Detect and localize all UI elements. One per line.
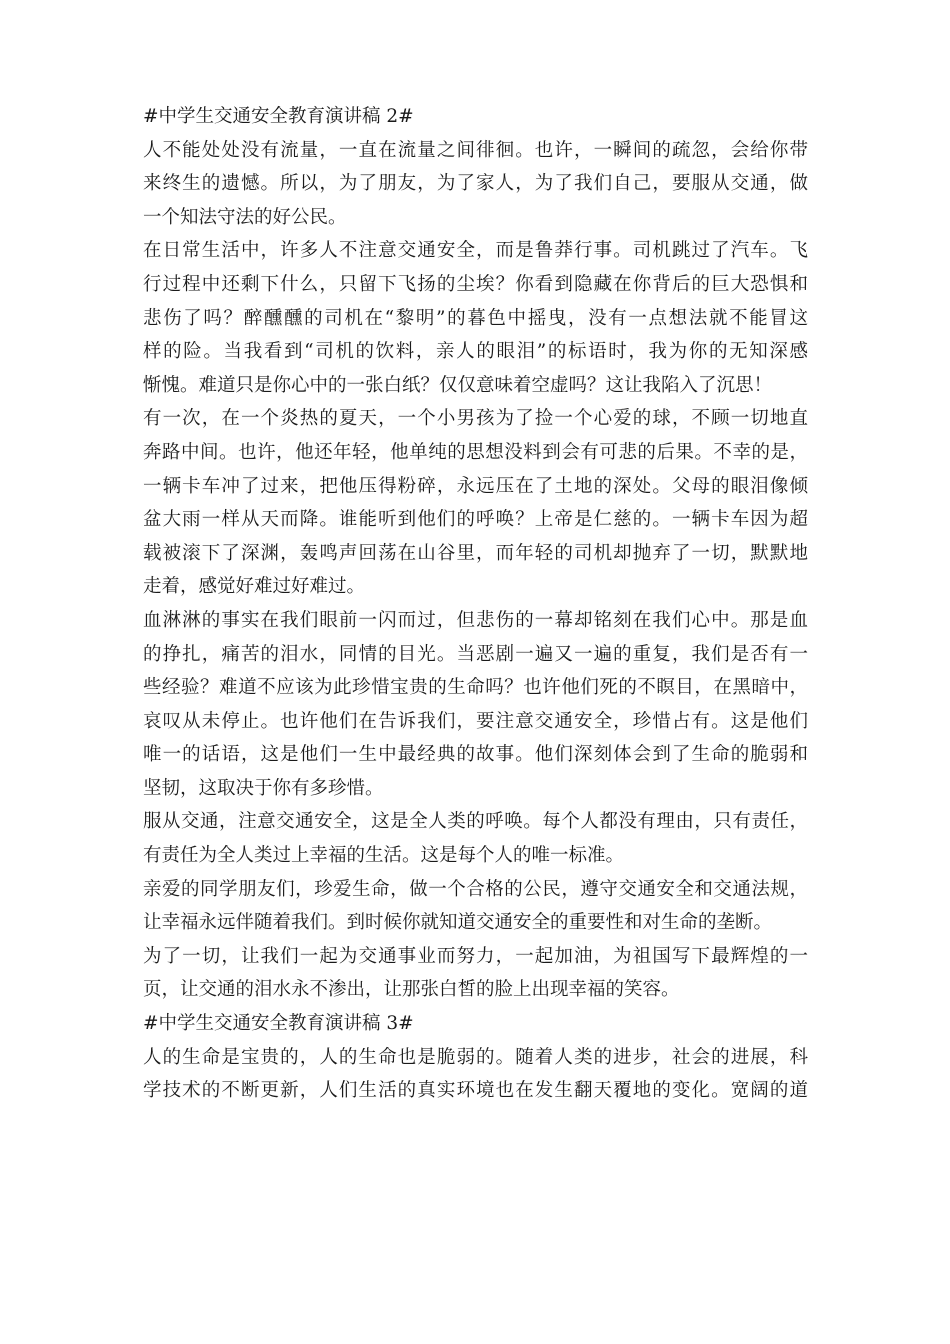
speech-heading: #中学生交通安全教育演讲稿 3# [143,1013,414,1035]
paragraph-line: 一个知法守法的好公民。 [143,206,347,228]
paragraph-line: 为了一切，让我们一起为交通事业而努力，一起加油，为祖国写下最辉煌的一 [143,945,808,967]
paragraph-line: 样的险。当我看到“司机的饮料，亲人的眼泪”的标语时，我为你的无知深感 [143,341,808,363]
paragraph-line: 血淋淋的事实在我们眼前一闪而过，但悲伤的一幕却铭刻在我们心中。那是血 [143,609,808,631]
paragraph-line: 让幸福永远伴随着我们。到时候你就知道交通安全的重要性和对生命的垄断。 [143,912,773,934]
document-body [143,100,808,1108]
paragraph-line: 页，让交通的泪水永不渗出，让那张白皙的脸上出现幸福的笑容。 [143,979,680,1001]
paragraph-line: 人的生命是宝贵的，人的生命也是脆弱的。随着人类的进步，社会的进展，科 [143,1046,808,1068]
paragraph-line: 一辆卡车冲了过来，把他压得粉碎，永远压在了土地的深处。父母的眼泪像倾 [143,475,808,497]
paragraph-line: 来终生的遗憾。所以，为了朋友，为了家人，为了我们自己，要服从交通，做 [143,173,808,195]
paragraph-line: 哀叹从未停止。也许他们在告诉我们，要注意交通安全，珍惜占有。这是他们 [143,710,808,732]
paragraph-line: 惭愧。难道只是你心中的一张白纸？仅仅意味着空虚吗？这让我陷入了沉思！ [143,374,773,396]
paragraph-line: 有一次，在一个炎热的夏天，一个小男孩为了捡一个心爱的球，不顾一切地直 [143,408,808,430]
paragraph-line: 奔路中间。也许，他还年轻，他单纯的思想没料到会有可悲的后果。不幸的是， [143,441,808,463]
paragraph-line: 唯一的话语，这是他们一生中最经典的故事。他们深刻体会到了生命的脆弱和 [143,744,808,766]
paragraph-line: 行过程中还剩下什么，只留下飞扬的尘埃？你看到隐藏在你背后的巨大恐惧和 [143,273,808,295]
paragraph-line: 服从交通，注意交通安全，这是全人类的呼唤。每个人都没有理由，只有责任， [143,811,808,833]
paragraph-line: 的挣扎，痛苦的泪水，同情的目光。当恶剧一遍又一遍的重复，我们是否有一 [143,643,808,665]
paragraph-line: 学技术的不断更新，人们生活的真实环境也在发生翻天覆地的变化。宽阔的道 [143,1080,808,1102]
paragraph-line: 坚韧，这取决于你有多珍惜。 [143,777,384,799]
paragraph-line: 在日常生活中，许多人不注意交通安全，而是鲁莽行事。司机跳过了汽车。飞 [143,240,808,262]
paragraph-line: 有责任为全人类过上幸福的生活。这是每个人的唯一标准。 [143,845,625,867]
speech-heading: #中学生交通安全教育演讲稿 2# [143,106,414,127]
paragraph-line: 些经验？难道不应该为此珍惜宝贵的生命吗？也许他们死的不瞑目，在黑暗中， [143,677,808,699]
paragraph-line: 亲爱的同学朋友们，珍爱生命，做一个合格的公民，遵守交通安全和交通法规， [143,878,808,900]
paragraph-line: 盆大雨一样从天而降。谁能听到他们的呼唤？上帝是仁慈的。一辆卡车因为超 [143,509,808,531]
paragraph-line: 载被滚下了深渊，轰鸣声回荡在山谷里，而年轻的司机却抛弃了一切，默默地 [143,542,808,564]
paragraph-line: 人不能处处没有流量，一直在流量之间徘徊。也许，一瞬间的疏忽，会给你带 [143,139,808,161]
paragraph-line: 走着，感觉好难过好难过。 [143,576,366,598]
paragraph-line: 悲伤了吗？醉醺醺的司机在“黎明”的暮色中摇曳，没有一点想法就不能冒这 [143,307,808,329]
